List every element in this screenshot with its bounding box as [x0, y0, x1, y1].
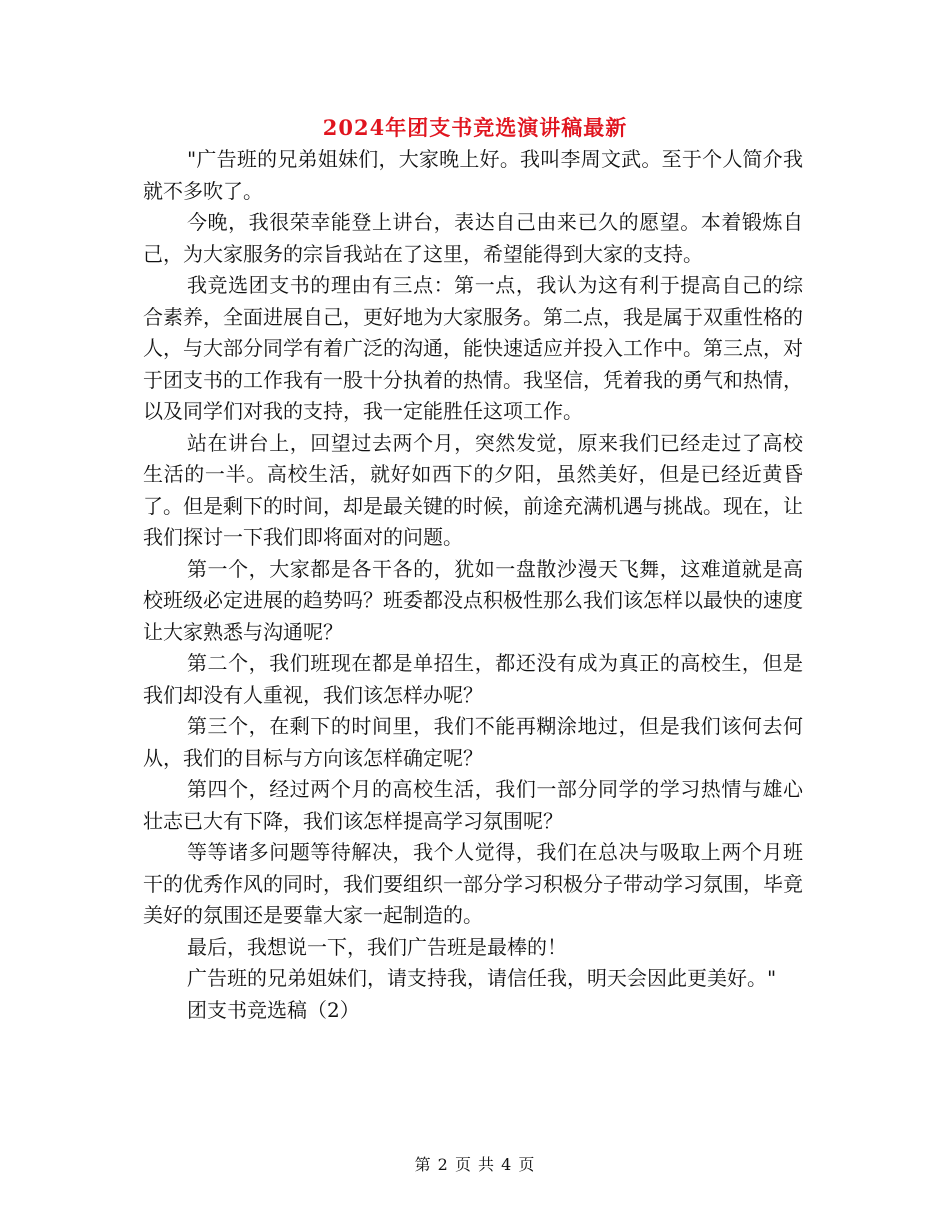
- document-body: [143, 144, 803, 1026]
- document-title: 2024年团支书竞选演讲稿最新: [322, 115, 628, 140]
- paragraph-3: 我竞选团支书的理由有三点：第一点，我认为这有利于提高自己的综合素养，全面进展自己，更好地为大家服务。第二点，我是属于双重性格的人，与大部分同学有着广泛的沟通，能快速适应并投入工作中。第三点，对于团支书的工作我有一股十分执着的热情。我坚信，凭着我的勇气和热情，以及同学们对我的支持，我一定能胜任这项工作。: [143, 273, 803, 423]
- paragraph-1: "广告班的兄弟姐妹们，大家晚上好。我叫李周文武。至于个人简介我就不多吹了。: [143, 147, 803, 203]
- paragraph-4: 站在讲台上，回望过去两个月，突然发觉，原来我们已经走过了高校生活的一半。高校生活，就好如西下的夕阳，虽然美好，但是已经近黄昏了。但是剩下的时间，却是最关键的时候，前途充满机遇与挑战。现在，让我们探讨一下我们即将面对的问题。: [143, 430, 803, 549]
- paragraph-7: 第三个，在剩下的时间里，我们不能再糊涂地过，但是我们该何去何从，我们的目标与方向该怎样确定呢？: [143, 714, 803, 770]
- paragraph-12: 团支书竞选稿（2）: [187, 997, 360, 1022]
- paragraph-2: 今晚，我很荣幸能登上讲台，表达自己由来已久的愿望。本着锻炼自己，为大家服务的宗旨我站在了这里，希望能得到大家的支持。: [143, 210, 803, 266]
- paragraph-5: 第一个，大家都是各干各的，犹如一盘散沙漫天飞舞，这难道就是高校班级必定进展的趋势吗？班委都没点积极性那么我们该怎样以最快的速度让大家熟悉与沟通呢？: [143, 556, 803, 644]
- paragraph-6: 第二个，我们班现在都是单招生，都还没有成为真正的高校生，但是我们却没有人重视，我们该怎样办呢？: [143, 651, 803, 707]
- paragraph-9: 等等诸多问题等待解决，我个人觉得，我们在总决与吸取上两个月班干的优秀作风的同时，我们要组织一部分学习积极分子带动学习氛围，毕竟美好的氛围还是要靠大家一起制造的。: [143, 840, 803, 927]
- paragraph-8: 第四个，经过两个月的高校生活，我们一部分同学的学习热情与雄心壮志已大有下降，我们该怎样提高学习氛围呢？: [143, 777, 803, 833]
- paragraph-11: 广告班的兄弟姐妹们，请支持我，请信任我，明天会因此更美好。": [187, 966, 777, 990]
- page-footer: 第 2 页 共 4 页: [414, 1155, 536, 1174]
- paragraph-10: 最后，我想说一下，我们广告班是最棒的！: [187, 934, 567, 959]
